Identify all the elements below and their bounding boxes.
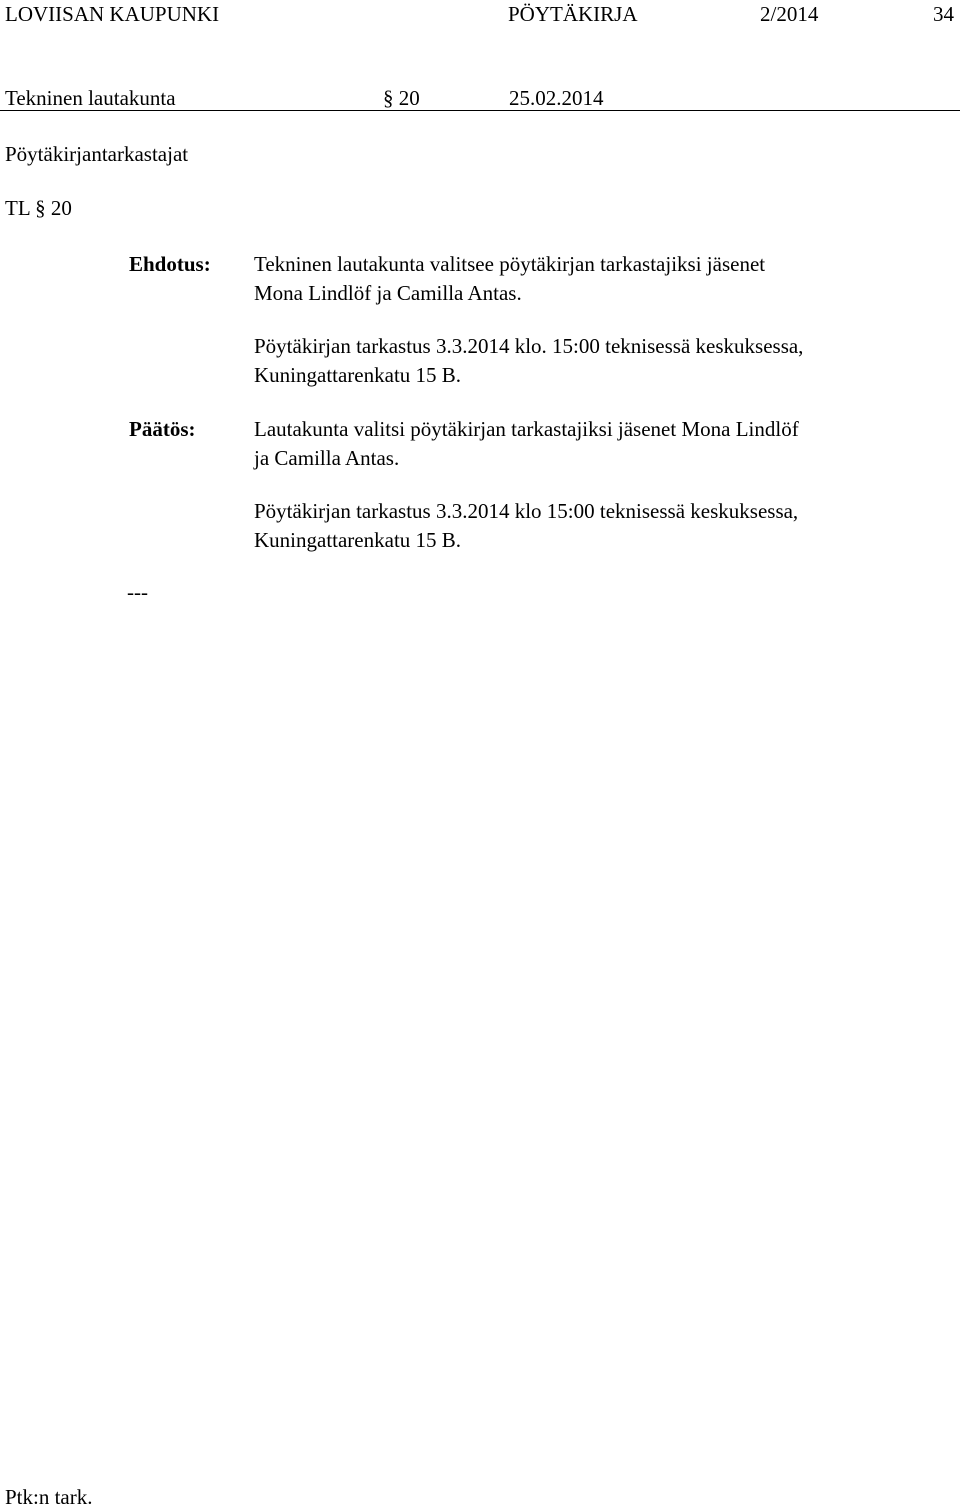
proposal-line: Mona Lindlöf ja Camilla Antas. <box>254 281 522 305</box>
decision-label: Päätös: <box>129 417 196 441</box>
item-ref: TL § 20 <box>5 196 72 220</box>
proposal-review <box>254 332 944 390</box>
decision-review-line: Kuningattarenkatu 15 B. <box>254 528 462 552</box>
proposal-review-line: Pöytäkirjan tarkastus 3.3.2014 klo. 15:00 teknisessä keskuksessa, <box>254 334 804 358</box>
section-separator: --- <box>127 580 148 604</box>
section-ref: § 20 <box>383 86 420 110</box>
decision-review-line: Pöytäkirjan tarkastus 3.3.2014 klo 15:00 teknisessä keskuksessa, <box>254 499 799 523</box>
committee-name: Tekninen lautakunta <box>5 86 176 110</box>
proposal-review-line: Kuningattarenkatu 15 B. <box>254 363 462 387</box>
header-rule <box>0 110 960 111</box>
proposal-line: Tekninen lautakunta valitsee pöytäkirjan tarkastajiksi jäsenet <box>254 252 766 276</box>
meeting-date: 25.02.2014 <box>509 86 604 110</box>
decision-text <box>254 415 944 473</box>
verifier-label: Ptk:n tark. <box>5 1485 93 1509</box>
proposal-label: Ehdotus: <box>129 252 211 276</box>
doc-number: 2/2014 <box>760 2 819 26</box>
decision-line: ja Camilla Antas. <box>254 446 400 470</box>
decision-review <box>254 497 944 555</box>
doc-type: PÖYTÄKIRJA <box>508 2 638 26</box>
org-name: LOVIISAN KAUPUNKI <box>5 2 220 26</box>
decision-line: Lautakunta valitsi pöytäkirjan tarkastajiksi jäsenet Mona Lindlöf <box>254 417 799 441</box>
page-number: 34 <box>933 2 954 26</box>
proposal-text <box>254 250 944 308</box>
item-title: Pöytäkirjantarkastajat <box>5 142 189 166</box>
